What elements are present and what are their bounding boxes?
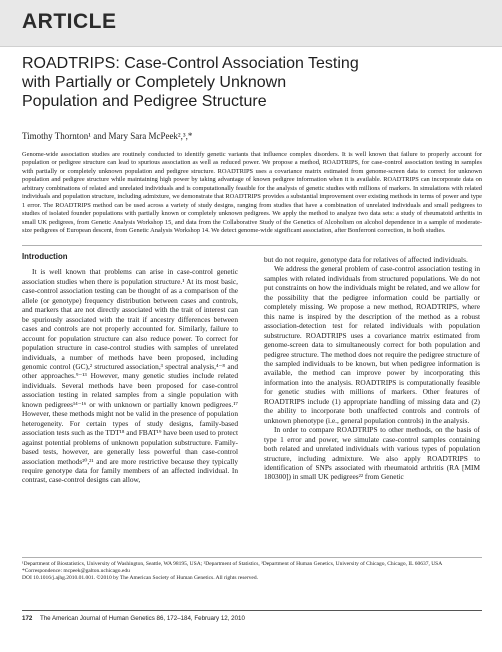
article-title	[22, 54, 482, 111]
section-label: ARTICLE	[22, 10, 117, 33]
paragraph: We address the general problem of case-control association testing in samples with related individuals from structured populations. We do not put constraints on how the individuals might be related, and we allow for the possibility that the pedigree information could be partially or completely missing. We propose a new method, ROADTRIPS, where this name is inspired by the description of the method as a robust association-detection test for related individuals with population substructure. ROADTRIPS uses a covariance matrix estimated from genome-screen data to simultaneously correct for both population and pedigree structure. The method does not require the pedigree structure of the sampled individuals to be known, but when pedigree information is available, the method can improve power by incorporating this information into the analysis. ROADTRIPS is computationally feasible for genetic studies with millions of markers. Other features of ROADTRIPS include (1) appropriate handling of missing data and (2) the ability to incorporate both unaffected controls and controls of unknown phenotype (i.e., general population controls) in the analysis.	[264, 264, 480, 425]
footer-divider	[22, 610, 482, 611]
affiliations: ¹Department of Biostatistics, University of Washington, Seattle, WA 98195, USA; ²Department of Statistics, ³Department of Human Genetics, University of Chicago, Chicago, IL 60637, USA	[22, 561, 443, 567]
footnotes	[22, 561, 482, 583]
section-heading: Introduction	[22, 252, 68, 261]
right-column	[264, 255, 480, 482]
title-line: Population and Pedigree Structure	[22, 93, 267, 110]
abstract: Genome-wide association studies are routinely conducted to identify genetic variants that influence complex disorders. It is well known that failure to properly account for population or pedigree structure can lead to spurious association as well as reduced power. We propose a method, ROADTRIPS, for case-control association testing in samples with partially or completely unknown population and pedigree structure. ROADTRIPS uses a covariance matrix estimated from genome-screen data to correct for unknown population and pedigree structure while maintaining high power by taking advantage of known pedigree information when it is available. ROADTRIPS can incorporate data on arbitrary combinations of related and unrelated individuals and is computationally feasible for the analysis of genetic studies with millions of markers. In simulations with related individuals and population structure, including admixture, we demonstrate that ROADTRIPS provides a substantial improvement over existing methods in terms of power and type 1 error. The ROADTRIPS method can be used across a variety of study designs, ranging from studies that have a combination of unrelated individuals and small pedigrees to studies of isolated founder populations with partially known or completely unknown pedigrees. We apply the method to analyze two data sets: a study of rheumatoid arthritis in small UK pedigrees, from Genetic Analysis Workshop 15, and data from the Collaborative Study of the Genetics of Alcoholism on alcohol dependence in a sample of moderate-size pedigrees of European descent, from Genetic Analysis Workshop 14. We detect genome-wide significant association, after Bonferroni correction, in both studies.	[22, 151, 482, 235]
doi-copyright: DOI 10.1016/j.ajhg.2010.01.001. ©2010 by The American Society of Human Genetics. All rights reserved.	[22, 575, 258, 582]
author-list: Timothy Thornton¹ and Mary Sara McPeek²,³,*	[22, 131, 193, 141]
paragraph: It is well known that problems can arise in case-control genetic association studies when there is population structure.¹ At its most basic, case-control association testing can be thought of as a comparison of the allele (or genotype) frequency distribution between cases and controls, and markers that are not directly associated with the trait of interest can be spuriously associated with the trait if ancestry differences between cases and controls are not properly accounted for. Similarly, failure to account for population structure can also reduce power. To correct for population structure in case-control studies with samples of unrelated individuals, a number of methods have been proposed, including genomic control (GC),² structured association,³ spectral analysis,⁴⁻⁸ and other approaches.⁹⁻¹³ However, many genetic studies include related individuals. Several methods have been proposed for case-control association testing in related samples from a single population with known pedigrees¹⁴⁻¹⁶ or with unknown or partially known pedigrees.¹⁷ However, these methods might not be valid in the presence of population heterogeneity. For certain types of study designs, family-based association tests such as the TDT¹⁸ and FBAT¹⁹ have been used to protect against potential problems of unknown population substructure. Family-based tests, however, are generally less powerful than case-control association methods²⁰,²¹ and are more restrictive because they typically require genotype data for family members of an affected individual. In contrast, case-control designs can allow,	[22, 267, 238, 485]
article-banner	[0, 0, 502, 47]
paragraph: In order to compare ROADTRIPS to other methods, on the basis of type 1 error and power, we simulate case-control samples containing both related and unrelated individuals with various types of population structure, including admixture. We also apply ROADTRIPS to identification of SNPs associated with rheumatoid arthritis (RA [MIM 180300]) in small UK pedigrees²² from Genetic	[264, 425, 480, 482]
left-column	[22, 252, 238, 485]
correspondence: *Correspondence: mcpeek@galton.uchicago.edu	[22, 568, 130, 575]
title-line: ROADTRIPS: Case-Control Association Testing	[22, 55, 359, 72]
title-line: with Partially or Completely Unknown	[22, 74, 287, 91]
journal-citation: The American Journal of Human Genetics 86, 172–184, February 12, 2010	[39, 615, 245, 622]
abstract-divider	[22, 245, 482, 246]
paragraph: but do not require, genotype data for relatives of affected individuals.	[264, 255, 468, 264]
footnote-divider	[22, 557, 482, 558]
page-number: 172	[22, 615, 33, 622]
page-footer	[22, 615, 482, 622]
